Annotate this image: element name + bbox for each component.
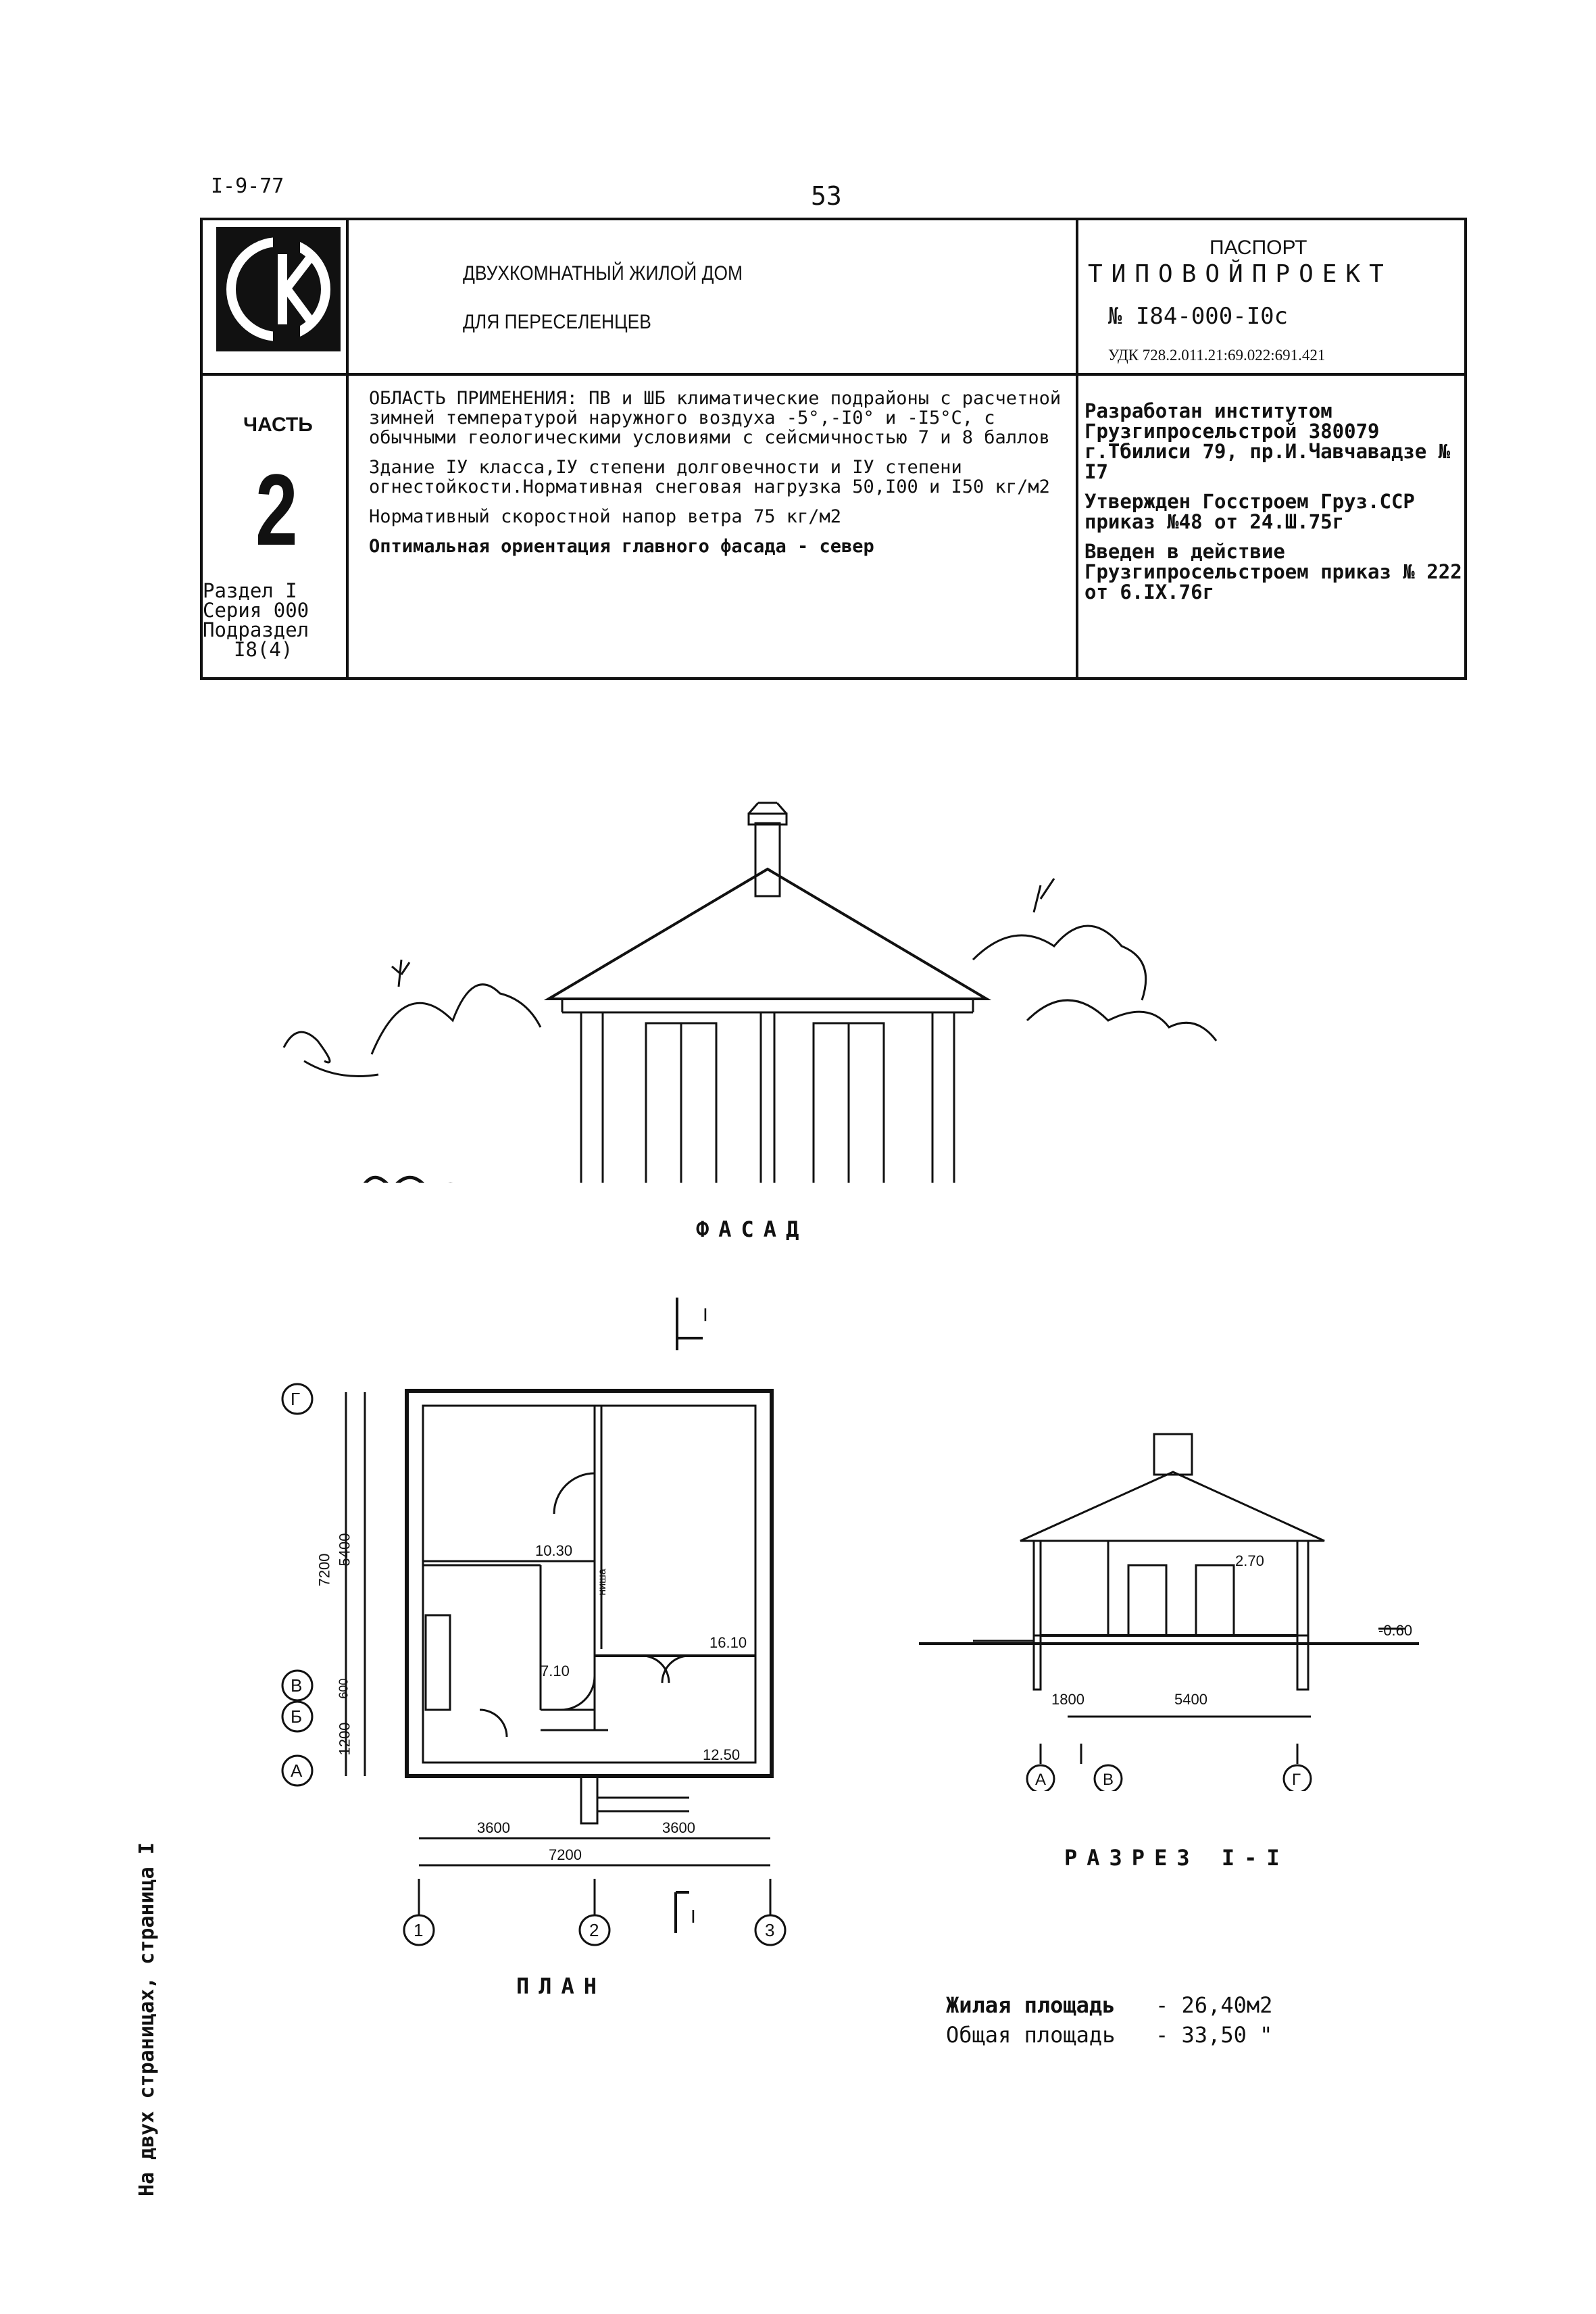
dim-1200: 1200 xyxy=(336,1722,353,1756)
facade-drawing xyxy=(257,797,1243,1183)
scope-wind: Нормативный скоростной напор ветра 75 кг/м2 xyxy=(369,506,841,527)
plan-caption: ПЛАН xyxy=(516,1973,607,1999)
living-area-value: - 26,40м2 xyxy=(1155,1992,1273,2018)
living-area-label: Жилая площадь xyxy=(946,1992,1116,2018)
plan-axis-2: 2 xyxy=(589,1920,599,1940)
developer-info xyxy=(1084,401,1463,612)
plan-axis-v: В xyxy=(291,1675,303,1696)
scope-building-class: Здание IУ класса,IУ степени долговечности и IУ степени огнестойкости.Нормативная снеговая нагрузка 50,I00 и I50 кг/м2 xyxy=(369,457,1050,497)
part-number: 2 xyxy=(255,453,298,566)
section-axis-v: В xyxy=(1103,1771,1114,1789)
facade-caption: ФАСАД xyxy=(696,1216,809,1242)
living-area-row xyxy=(946,1990,1272,2020)
margin-note: На двух страницах, страница I xyxy=(135,1842,159,2196)
project-type: ТИПОВОЙПРОЕКТ xyxy=(1088,260,1393,288)
dim-3600-left: 3600 xyxy=(477,1819,510,1836)
plan-section-mark-top: I xyxy=(703,1304,708,1325)
plan-axis-g: Г xyxy=(291,1389,301,1409)
room-area-3: 16.10 xyxy=(709,1634,747,1651)
section-label: Раздел I xyxy=(203,579,297,602)
scope-climate: ОБЛАСТЬ ПРИМЕНЕНИЯ: ПВ и ШБ климатические подрайоны с расчетной зимней температурой наружного воздуха -5°,-I0° и -I5°С, с обычными геологическими условиями с сейсмичностью 7 и 8 баллов xyxy=(369,388,1062,448)
dim-600: 600 xyxy=(336,1678,351,1699)
section-axis-a: А xyxy=(1035,1771,1047,1789)
dim-7200-vertical: 7200 xyxy=(316,1553,333,1587)
dim-7200-horizontal: 7200 xyxy=(549,1846,582,1863)
level-ground: -0.60 xyxy=(1378,1622,1413,1639)
project-title-line2: ДЛЯ ПЕРЕСЕЛЕНЦЕВ xyxy=(463,311,651,333)
dim-5400: 5400 xyxy=(336,1533,353,1567)
room-area-1: 10.30 xyxy=(535,1542,573,1559)
dim-3600-right: 3600 xyxy=(662,1819,695,1836)
section-dim-1800: 1800 xyxy=(1051,1691,1084,1708)
ck-logo-icon xyxy=(216,227,341,351)
room-area-2: 7.10 xyxy=(541,1663,570,1679)
application-scope xyxy=(369,389,1072,566)
page-number: 53 xyxy=(811,181,842,211)
section-axis-g: Г xyxy=(1292,1771,1301,1789)
enactment-text: Введен в действие Грузгипросельстроем приказ № 222 от 6.IX.76г xyxy=(1084,540,1462,604)
plan-axis-1: 1 xyxy=(414,1920,424,1940)
passport-label: ПАСПОРТ xyxy=(1210,237,1307,259)
level-top: 2.70 xyxy=(1235,1552,1264,1569)
area-summary xyxy=(946,1990,1272,2050)
subsection-number: I8(4) xyxy=(234,638,293,661)
plan-axis-b: Б xyxy=(291,1706,303,1727)
udk-code: УДК 728.2.011.21:69.022:691.421 xyxy=(1108,347,1326,364)
total-area-value: - 33,50 " xyxy=(1155,2022,1273,2048)
section-dim-5400: 5400 xyxy=(1174,1691,1207,1708)
section-caption: РАЗРЕЗ I-I xyxy=(1064,1845,1289,1871)
series-label: Серия 000 xyxy=(203,599,309,622)
subsection-label: Подраздел xyxy=(203,618,309,641)
total-area-label: Общая площадь xyxy=(946,2022,1116,2048)
niche-label: ниша xyxy=(596,1569,608,1596)
organization-logo xyxy=(216,227,341,351)
plan-axis-3: 3 xyxy=(765,1920,775,1940)
section-drawing xyxy=(905,1426,1446,1791)
developer-text: Разработан институтом Грузгипросельстрой 380079 г.Тбилиси 79, пр.И.Чавчавадзе № I7 xyxy=(1084,399,1451,483)
total-area-row xyxy=(946,2020,1272,2050)
section-info xyxy=(203,581,309,660)
approval-text: Утвержден Госстроем Груз.ССР приказ №48 от 24.Ш.75г xyxy=(1084,490,1415,533)
plan-section-mark-bottom: I xyxy=(691,1906,696,1927)
project-number: № I84-000-I0с xyxy=(1108,303,1289,330)
room-area-4: 12.50 xyxy=(703,1746,741,1763)
document-code: I-9-77 xyxy=(211,174,284,198)
part-label: ЧАСТЬ xyxy=(243,414,313,436)
plan-axis-a: А xyxy=(291,1761,303,1781)
project-title-line1: ДВУХКОМНАТНЫЙ ЖИЛОЙ ДОМ xyxy=(463,262,743,285)
scope-orientation: Оптимальная ориентация главного фасада - север xyxy=(369,536,874,557)
